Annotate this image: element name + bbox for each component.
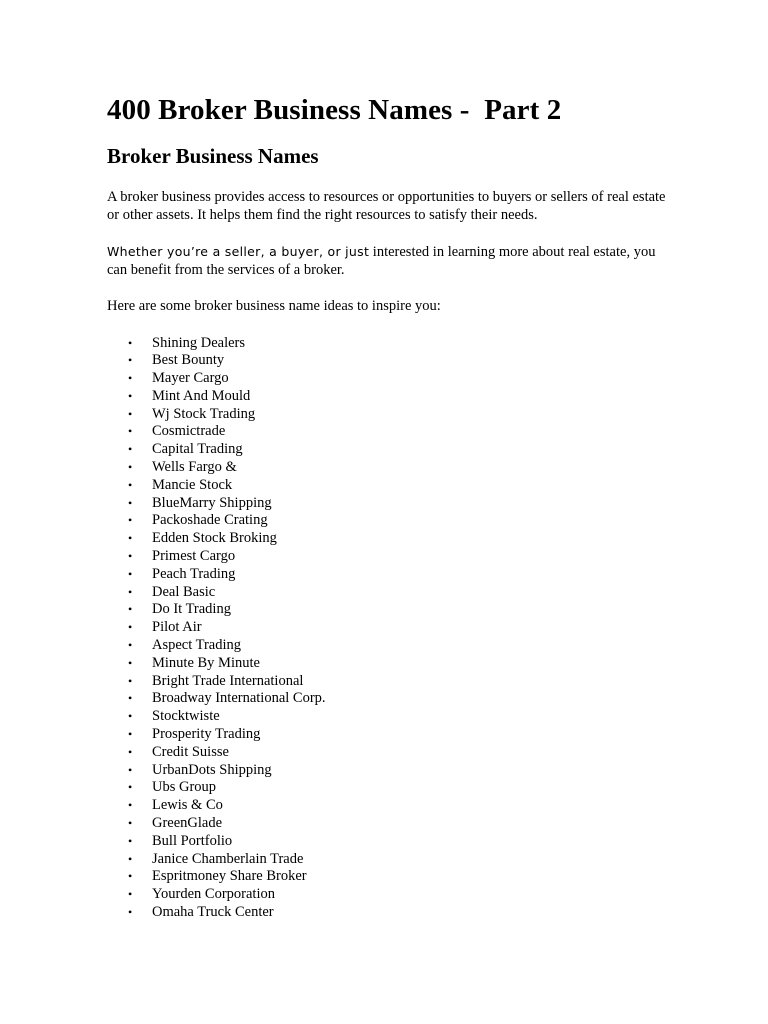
- bullet-icon: •: [128, 460, 133, 475]
- bullet-icon: •: [128, 833, 133, 848]
- bullet-icon: •: [128, 851, 133, 866]
- bullet-icon: •: [128, 477, 133, 492]
- list-item-label: Best Bounty: [152, 352, 225, 369]
- list-item: [107, 335, 667, 353]
- bullet-icon: •: [128, 371, 133, 386]
- list-item-label: Edden Stock Broking: [152, 530, 277, 547]
- bullet-icon: •: [128, 709, 133, 724]
- list-item-label: Capital Trading: [152, 441, 243, 458]
- benefit-paragraph-lead: Whether you’re a seller, a buyer, or just: [107, 244, 370, 259]
- list-item-label: Bright Trade International: [152, 672, 304, 689]
- list-item: [107, 512, 667, 530]
- list-item-label: Broadway International Corp.: [152, 690, 326, 707]
- bullet-icon: •: [128, 335, 133, 350]
- bullet-icon: •: [128, 353, 133, 368]
- bullet-icon: •: [128, 727, 133, 742]
- list-item-label: Pilot Air: [152, 619, 202, 636]
- list-item: [107, 868, 667, 886]
- list-item: [107, 352, 667, 370]
- list-item: [107, 708, 667, 726]
- benefit-paragraph-rest: interested in learning more about real estate, you can benefit from the services of a broker.: [107, 244, 656, 278]
- list-item-label: Credit Suisse: [152, 743, 229, 760]
- document-title: 400 Broker Business Names - Part 2: [107, 94, 562, 126]
- bullet-icon: •: [128, 780, 133, 795]
- list-item: [107, 797, 667, 815]
- list-item: [107, 833, 667, 851]
- list-item-label: Peach Trading: [152, 565, 236, 582]
- list-item: [107, 779, 667, 797]
- list-item-label: Prosperity Trading: [152, 726, 261, 743]
- list-item: [107, 406, 667, 424]
- list-item: [107, 619, 667, 637]
- list-item-label: Shining Dealers: [152, 334, 246, 351]
- list-item-label: Wells Fargo &: [152, 459, 237, 476]
- bullet-icon: •: [128, 620, 133, 635]
- list-item: [107, 477, 667, 495]
- bullet-icon: •: [128, 424, 133, 439]
- bullet-icon: •: [128, 388, 133, 403]
- bullet-icon: •: [128, 816, 133, 831]
- list-item-label: Ubs Group: [152, 779, 217, 796]
- list-item-label: Espritmoney Share Broker: [152, 868, 307, 885]
- bullet-icon: •: [128, 513, 133, 528]
- list-item: [107, 762, 667, 780]
- list-item: [107, 673, 667, 691]
- bullet-icon: •: [128, 762, 133, 777]
- list-item-label: Cosmictrade: [152, 423, 226, 440]
- list-item: [107, 548, 667, 566]
- list-item: [107, 370, 667, 388]
- list-item-label: Bull Portfolio: [152, 832, 233, 849]
- list-item-label: Lewis & Co: [152, 797, 223, 814]
- list-intro-paragraph: Here are some broker business name ideas to inspire you:: [107, 298, 441, 314]
- list-item: [107, 655, 667, 673]
- list-item-label: Aspect Trading: [152, 637, 242, 654]
- bullet-icon: •: [128, 602, 133, 617]
- list-item: [107, 886, 667, 904]
- list-item: [107, 904, 667, 922]
- list-item-label: Packoshade Crating: [152, 512, 268, 529]
- list-item: [107, 726, 667, 744]
- business-names-list: [107, 335, 667, 922]
- list-item-label: Deal Basic: [152, 583, 216, 600]
- list-item-label: Yourden Corporation: [152, 886, 275, 903]
- bullet-icon: •: [128, 673, 133, 688]
- list-item: [107, 566, 667, 584]
- list-item: [107, 601, 667, 619]
- list-item: [107, 851, 667, 869]
- bullet-icon: •: [128, 905, 133, 919]
- list-item-label: UrbanDots Shipping: [152, 761, 272, 778]
- list-item-label: Minute By Minute: [152, 654, 260, 671]
- section-heading: Broker Business Names: [107, 144, 319, 168]
- bullet-icon: •: [128, 655, 133, 670]
- list-item: [107, 495, 667, 513]
- list-item: [107, 584, 667, 602]
- list-item: [107, 388, 667, 406]
- list-item-label: Janice Chamberlain Trade: [152, 850, 304, 867]
- document-page: [107, 92, 667, 922]
- list-item-label: Stocktwiste: [152, 708, 220, 725]
- list-item-label: GreenGlade: [152, 815, 223, 832]
- bullet-icon: •: [128, 406, 133, 421]
- bullet-icon: •: [128, 549, 133, 564]
- list-item-label: Wj Stock Trading: [152, 405, 256, 422]
- list-item: [107, 459, 667, 477]
- list-item: [107, 815, 667, 833]
- list-item: [107, 530, 667, 548]
- list-item-label: Mancie Stock: [152, 476, 233, 493]
- list-item-label: Primest Cargo: [152, 548, 236, 565]
- list-item: [107, 423, 667, 441]
- list-item: [107, 441, 667, 459]
- list-item: [107, 690, 667, 708]
- bullet-icon: •: [128, 584, 133, 599]
- bullet-icon: •: [128, 798, 133, 813]
- list-item-label: Mint And Mould: [152, 387, 251, 404]
- list-item: [107, 637, 667, 655]
- bullet-icon: •: [128, 566, 133, 581]
- benefit-paragraph: [107, 243, 667, 279]
- list-item-label: Do It Trading: [152, 601, 231, 618]
- bullet-icon: •: [128, 442, 133, 457]
- list-item-label: BlueMarry Shipping: [152, 494, 272, 511]
- intro-paragraph: A broker business provides access to resources or opportunities to buyers or sellers of real estate or other assets. It helps them find the right resources to satisfy their needs.: [107, 189, 666, 223]
- list-item-label: Omaha Truck Center: [152, 904, 274, 920]
- list-item-label: Mayer Cargo: [152, 370, 229, 387]
- bullet-icon: •: [128, 744, 133, 759]
- bullet-icon: •: [128, 869, 133, 884]
- bullet-icon: •: [128, 495, 133, 510]
- list-item: [107, 744, 667, 762]
- bullet-icon: •: [128, 531, 133, 546]
- bullet-icon: •: [128, 887, 133, 902]
- bullet-icon: •: [128, 691, 133, 706]
- bullet-icon: •: [128, 638, 133, 653]
